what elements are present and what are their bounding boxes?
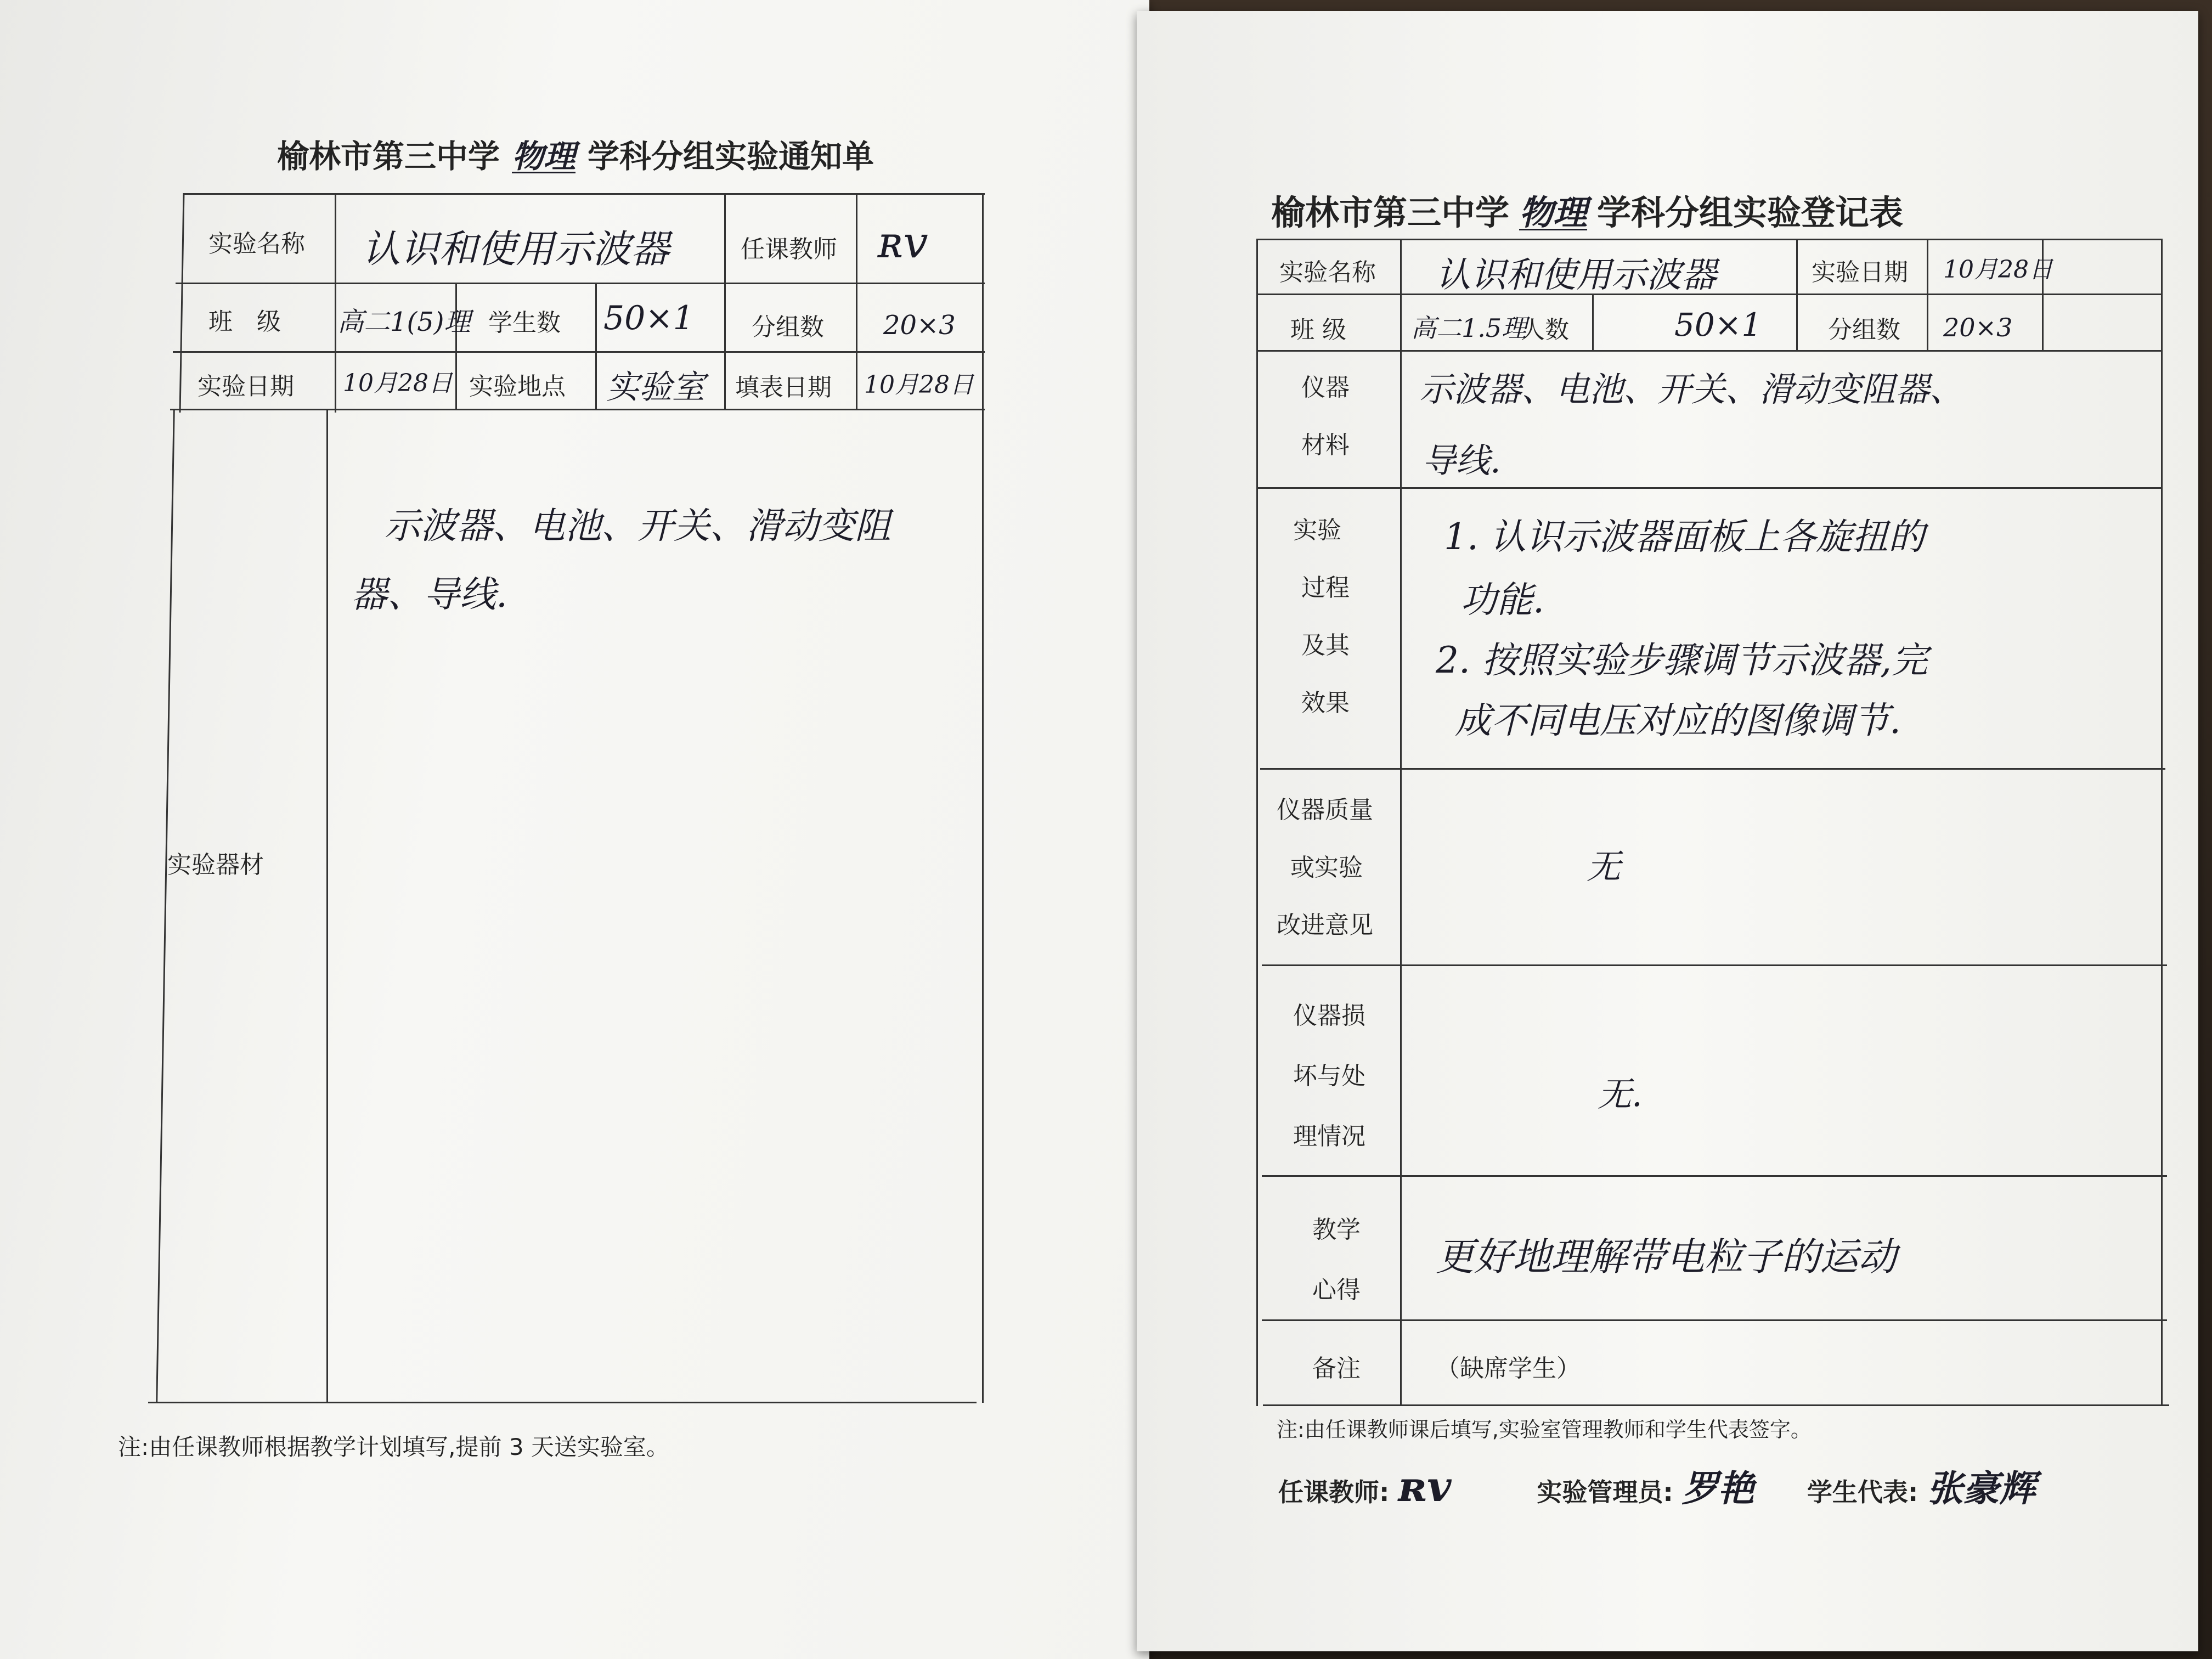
value-process-line1: 1. 认识示波器面板上各旋扭的	[1444, 516, 1925, 558]
value-class: 高二1(5)理	[337, 307, 471, 337]
label-damage-2: 坏与处	[1293, 1062, 1365, 1090]
value-teacher: ʀv	[878, 217, 928, 268]
value-people: 50×1	[1674, 306, 1762, 343]
value-damage: 无.	[1598, 1074, 1643, 1114]
label-fill-date: 填表日期	[735, 374, 832, 402]
value-remark: （缺席学生）	[1436, 1355, 1581, 1383]
value-students: 50×1	[603, 299, 694, 337]
label-class: 班 级	[1290, 316, 1346, 344]
label-quality-1: 仪器质量	[1277, 796, 1373, 824]
label-remark: 备注	[1312, 1355, 1361, 1383]
notice-title	[277, 131, 874, 177]
register-footnote: 注:由任课教师课后填写,实验室管理教师和学生代表签字。	[1277, 1418, 1812, 1442]
label-groups: 分组数	[1828, 316, 1900, 344]
label-teacher: 任课教师	[741, 235, 837, 263]
label-equipment-1: 仪器	[1301, 374, 1350, 402]
title-prefix: 榆林市第三中学	[277, 138, 500, 175]
label-experiment-name: 实验名称	[1279, 258, 1376, 286]
label-process-3: 及其	[1301, 631, 1350, 659]
teacher-signature: ʀv	[1398, 1462, 1452, 1511]
signature-row	[1278, 1459, 2035, 1511]
value-process-line2: 功能.	[1460, 579, 1544, 621]
value-materials-line1: 示波器、电池、开关、滑动变阻	[384, 505, 891, 547]
value-groups: 20×3	[1943, 313, 2013, 342]
admin-signature: 罗艳	[1681, 1467, 1754, 1510]
notice-footnote: 注:由任课教师根据教学计划填写,提前 3 天送实验室。	[118, 1434, 669, 1460]
label-class: 班 级	[208, 308, 281, 336]
value-class: 高二1.5理	[1411, 313, 1527, 343]
label-teaching-2: 心得	[1312, 1276, 1361, 1304]
label-groups: 分组数	[752, 313, 824, 341]
value-experiment-name: 认识和使用示波器	[1436, 255, 1717, 296]
value-experiment-name: 认识和使用示波器	[362, 227, 669, 272]
label-equipment-2: 材料	[1301, 431, 1350, 459]
title-suffix: 学科分组实验通知单	[588, 138, 874, 175]
label-teaching-1: 教学	[1312, 1216, 1361, 1244]
value-process-line4: 成不同电压对应的图像调节.	[1455, 699, 1901, 742]
label-process-1: 实验	[1293, 516, 1341, 544]
label-place: 实验地点	[469, 373, 566, 400]
label-experiment-name: 实验名称	[208, 230, 305, 258]
label-people: 人数	[1521, 316, 1569, 344]
title-subject: 物理	[512, 138, 576, 175]
label-date: 实验日期	[198, 373, 294, 400]
label-process-4: 效果	[1301, 689, 1350, 717]
value-place: 实验室	[606, 368, 705, 407]
label-date: 实验日期	[1812, 258, 1908, 286]
value-equipment-line1: 示波器、电池、开关、滑动变阻器、	[1419, 369, 1964, 409]
title-subject: 物理	[1519, 193, 1588, 233]
title-suffix: 学科分组实验登记表	[1597, 193, 1904, 233]
value-process-line3: 2. 按照实验步骤调节示波器,完	[1436, 639, 1928, 681]
register-title	[1271, 185, 1903, 234]
label-damage-1: 仪器损	[1293, 1002, 1365, 1030]
value-date: 10月28日	[1943, 256, 2053, 284]
student-sign-label: 学生代表:	[1807, 1477, 1918, 1507]
student-signature: 张豪辉	[1927, 1467, 2036, 1510]
label-process-2: 过程	[1301, 574, 1350, 602]
value-groups: 20×3	[883, 310, 956, 341]
value-equipment-line2: 导线.	[1422, 441, 1501, 481]
label-damage-3: 理情况	[1293, 1122, 1365, 1150]
label-quality-2: 或实验	[1290, 854, 1363, 882]
value-materials-line2: 器、导线.	[351, 573, 507, 616]
title-prefix: 榆林市第三中学	[1271, 193, 1510, 233]
label-quality-3: 改进意见	[1277, 911, 1373, 939]
label-materials: 实验器材	[167, 851, 264, 879]
label-students: 学生数	[488, 309, 561, 337]
value-date: 10月28日	[343, 369, 453, 397]
value-fill-date: 10月28日	[864, 371, 974, 399]
value-quality: 无	[1587, 847, 1621, 887]
teacher-sign-label: 任课教师:	[1278, 1477, 1390, 1507]
value-teaching: 更好地理解带电粒子的运动	[1436, 1234, 1897, 1279]
register-sheet	[1137, 11, 2198, 1651]
admin-sign-label: 实验管理员:	[1537, 1477, 1673, 1507]
